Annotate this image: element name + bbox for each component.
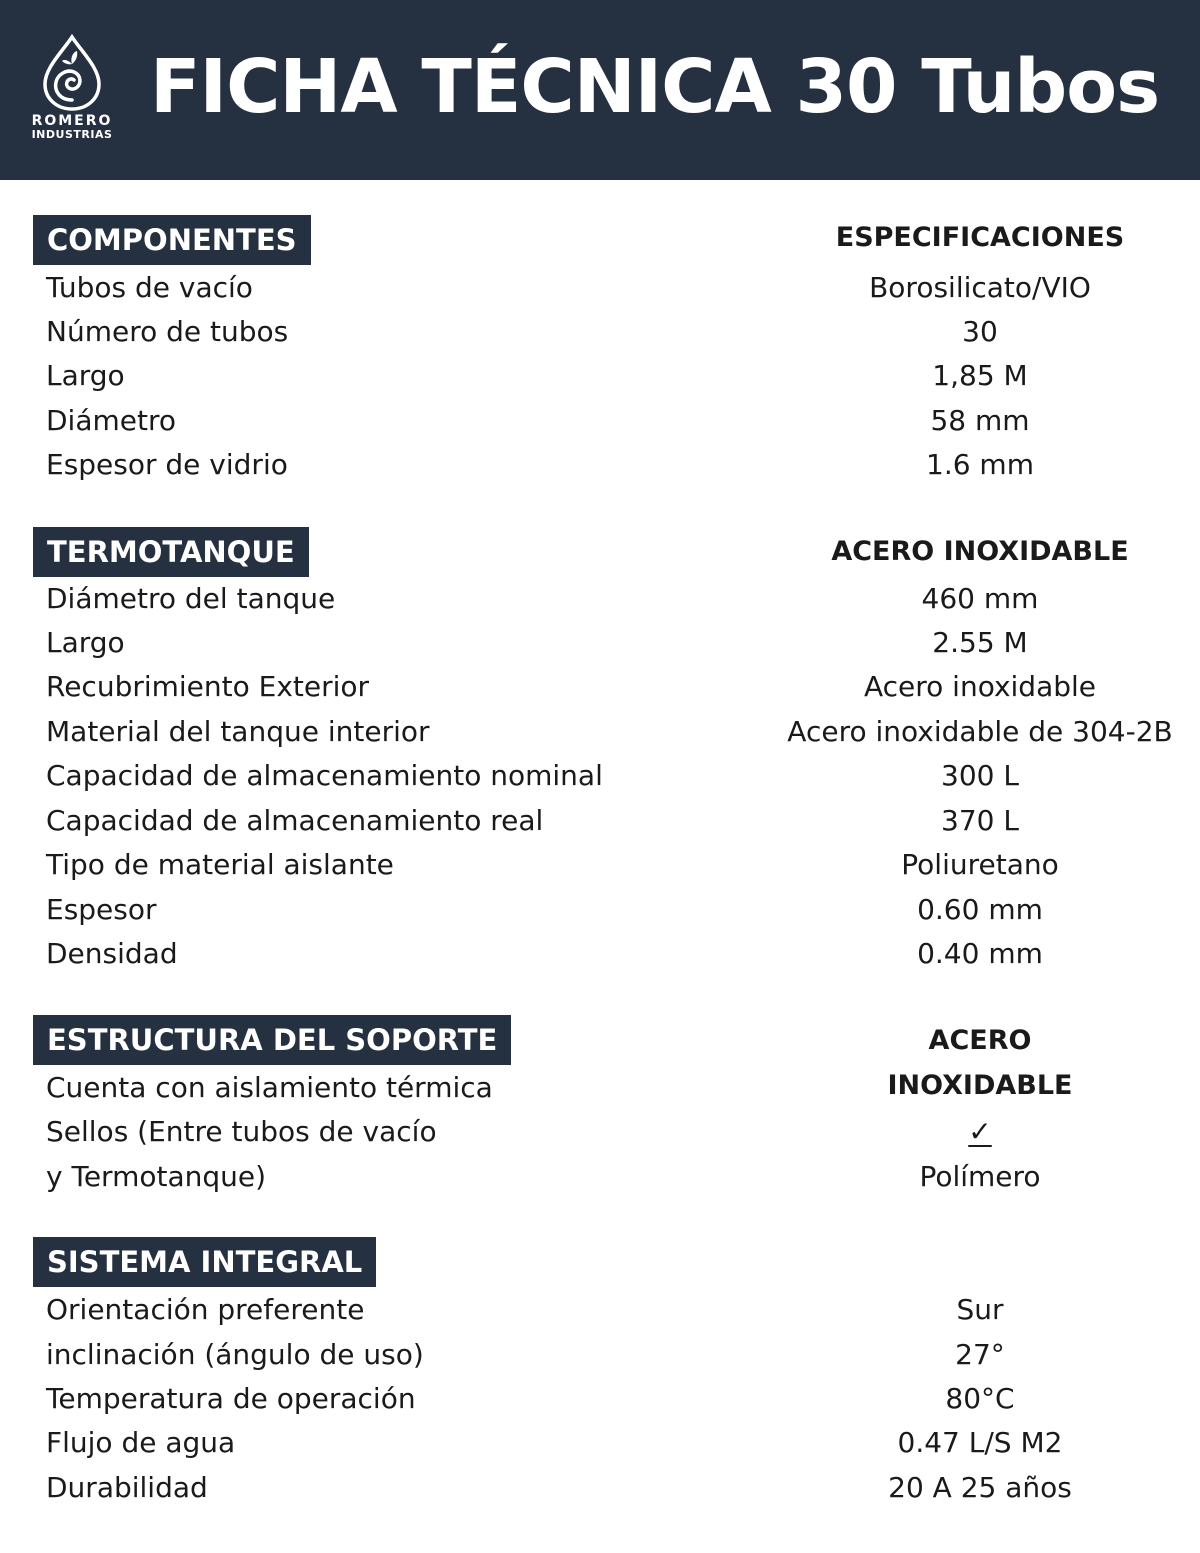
section-label: SISTEMA INTEGRAL — [33, 1237, 376, 1287]
table-row — [0, 1110, 1200, 1154]
table-row — [0, 754, 1200, 798]
row-value: 58 mm — [930, 404, 1030, 437]
row-label: Largo — [46, 626, 125, 659]
row-label: Largo — [46, 359, 125, 392]
row-label: Flujo de agua — [46, 1426, 236, 1459]
row-label: Número de tubos — [46, 315, 289, 348]
row-value: 20 A 25 años — [888, 1471, 1072, 1504]
row-label: Diámetro — [46, 404, 177, 437]
row-value: 30 — [962, 315, 998, 348]
table-row — [0, 621, 1200, 665]
row-value: 1.6 mm — [926, 448, 1034, 481]
table-row — [0, 1333, 1200, 1377]
table-row — [0, 1466, 1200, 1510]
row-label: Diámetro del tanque — [46, 582, 336, 615]
row-value: 80°C — [945, 1382, 1015, 1415]
header-bar — [0, 0, 1200, 180]
row-value: 0.60 mm — [917, 893, 1043, 926]
table-row — [0, 710, 1200, 754]
row-label: inclinación (ángulo de uso) — [46, 1338, 424, 1371]
row-label: Tubos de vacío — [46, 271, 253, 304]
row-value: Acero inoxidable — [863, 670, 1097, 703]
section-spec-header: ACERO INOXIDABLE — [831, 536, 1129, 567]
section-spec-header: ESPECIFICACIONES — [835, 222, 1125, 253]
row-value: 0.40 mm — [917, 937, 1043, 970]
row-label: Cuenta con aislamiento térmica — [46, 1071, 493, 1104]
table-row — [0, 1288, 1200, 1332]
table-row — [0, 799, 1200, 843]
row-label: Orientación preferente — [46, 1293, 365, 1326]
row-value: Acero inoxidable de 304-2B — [787, 715, 1173, 748]
row-label: Capacidad de almacenamiento real — [46, 804, 544, 837]
table-row — [0, 1066, 1200, 1110]
row-label: Durabilidad — [46, 1471, 208, 1504]
row-value: 300 L — [941, 759, 1019, 792]
table-row — [0, 310, 1200, 354]
water-drop-spiral-icon — [40, 34, 104, 112]
table-row — [0, 1377, 1200, 1421]
table-row — [0, 932, 1200, 976]
table-row — [0, 266, 1200, 310]
row-value: Polímero — [919, 1160, 1041, 1193]
section-label: COMPONENTES — [33, 215, 311, 265]
row-value: Borosilicato/VIO — [869, 271, 1091, 304]
table-row — [0, 399, 1200, 443]
section-spec-header: INOXIDABLE — [887, 1070, 1073, 1101]
row-label: Tipo de material aislante — [46, 848, 394, 881]
row-label: Material del tanque interior — [46, 715, 430, 748]
logo-name: ROMERO — [31, 113, 113, 129]
row-value: 2.55 M — [932, 626, 1028, 659]
table-row — [0, 1155, 1200, 1199]
company-logo — [24, 34, 120, 154]
row-label: Densidad — [46, 937, 178, 970]
row-value: 27° — [955, 1338, 1005, 1371]
section-label: TERMOTANQUE — [33, 527, 309, 577]
row-label: Temperatura de operación — [46, 1382, 416, 1415]
table-row — [0, 577, 1200, 621]
row-label: Espesor de vidrio — [46, 448, 288, 481]
row-value: 460 mm — [921, 582, 1039, 615]
logo-subtitle: INDUSTRIAS — [31, 128, 113, 141]
table-row — [0, 888, 1200, 932]
row-label: y Termotanque) — [46, 1160, 267, 1193]
table-row — [0, 843, 1200, 887]
section-spec-header: ACERO — [928, 1025, 1032, 1056]
row-label: Sellos (Entre tubos de vacío — [46, 1115, 437, 1148]
table-row — [0, 1421, 1200, 1465]
row-value: 370 L — [941, 804, 1019, 837]
table-row — [0, 443, 1200, 487]
table-row — [0, 354, 1200, 398]
row-label: Recubrimiento Exterior — [46, 670, 370, 703]
row-label: Capacidad de almacenamiento nominal — [46, 759, 603, 792]
row-value: 1,85 M — [932, 359, 1028, 392]
row-value: 0.47 L/S M2 — [897, 1426, 1063, 1459]
row-label: Espesor — [46, 893, 157, 926]
table-row — [0, 665, 1200, 709]
check-icon: ✓ — [968, 1115, 992, 1148]
section-label: ESTRUCTURA DEL SOPORTE — [33, 1015, 511, 1065]
page-title: FICHA TÉCNICA 30 Tubos — [150, 44, 1160, 130]
row-value: Poliuretano — [901, 848, 1059, 881]
row-value: Sur — [956, 1293, 1004, 1326]
